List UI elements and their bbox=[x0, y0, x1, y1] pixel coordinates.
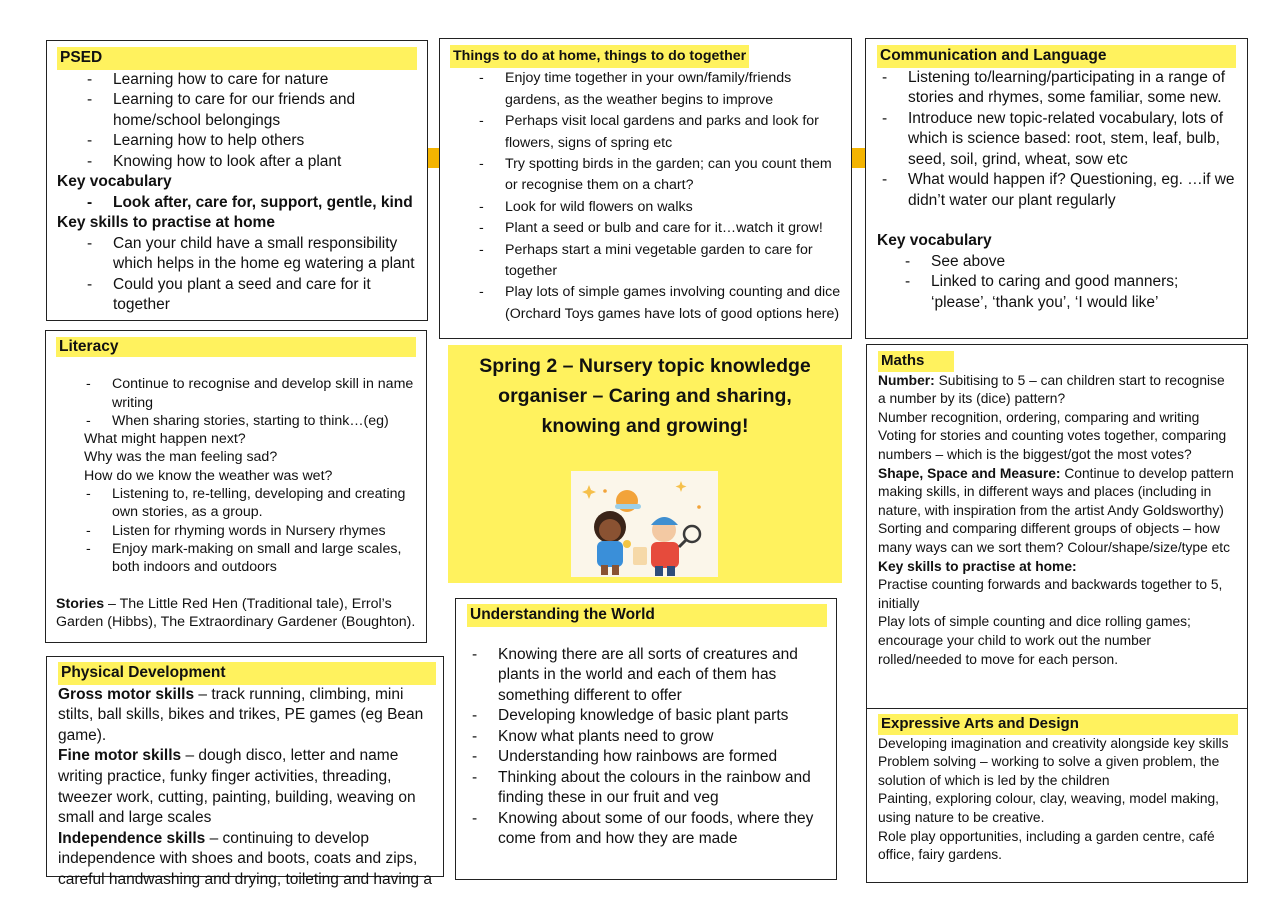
gross-text: – track running, climbing, mini stilts, ball skills, bikes and trikes, PE games (eg Bean game). bbox=[58, 685, 424, 744]
fine-motor bbox=[58, 746, 432, 828]
list-item: - Listening to/learning/participating in a range of stories and rhymes, some familiar, some new. bbox=[908, 68, 1236, 109]
gross-motor bbox=[58, 685, 432, 747]
literacy-box bbox=[45, 330, 427, 643]
communication-vocab-heading: Key vocabulary bbox=[877, 232, 992, 249]
list-item: - Knowing how to look after a plant bbox=[113, 152, 417, 173]
list-item: - Knowing there are all sorts of creatures and plants in the world and each of them has something different to offer bbox=[498, 645, 825, 707]
list-item: - Learning how to help others bbox=[113, 131, 417, 152]
gross-label: Gross motor skills bbox=[58, 685, 195, 703]
list-item: - Perhaps start a mini vegetable garden to care for together bbox=[505, 240, 841, 283]
page-title: Spring 2 – Nursery topic knowledge organiser – Caring and sharing, knowing and growing! bbox=[479, 355, 811, 437]
maths-number bbox=[878, 372, 1236, 409]
psed-skills-heading: Key skills to practise at home bbox=[57, 214, 275, 231]
maths-skills-heading: Key skills to practise at home: bbox=[878, 558, 1077, 574]
literacy-stories bbox=[56, 595, 416, 632]
physical-box bbox=[46, 656, 444, 888]
list-item: - Introduce new topic-related vocabulary, lots of which is science based: root, stem, leaf, bulb, seed, soil, grind, wheat, sow etc bbox=[908, 109, 1236, 171]
literacy-question: How do we know the weather was wet? bbox=[84, 467, 333, 484]
list-item: - When sharing stories, starting to think…(eg) bbox=[112, 412, 416, 430]
list-item: - Perhaps visit local gardens and parks and look for flowers, signs of spring etc bbox=[505, 111, 841, 154]
magnifier-icon bbox=[684, 526, 700, 542]
list-item: - See above bbox=[931, 252, 1236, 273]
world-heading: Understanding the World bbox=[467, 604, 827, 627]
list-item: - Could you plant a seed and care for it together bbox=[113, 275, 417, 316]
list-item: - Listen for rhyming words in Nursery rhymes bbox=[112, 522, 416, 540]
fine-label: Fine motor skills bbox=[58, 747, 182, 765]
communication-heading: Communication and Language bbox=[877, 45, 1236, 68]
home-box bbox=[439, 38, 852, 339]
list-item: - Look after, care for, support, gentle, kind bbox=[113, 193, 417, 214]
shape-text: Continue to develop pattern making skills, in different ways and places (including in nature, with inspiration from the artist Andy Goldsworthy) bbox=[878, 465, 1234, 518]
list-item: - Can your child have a small responsibility which helps in the home eg watering a plant bbox=[113, 234, 417, 275]
list-item: - Know what plants need to grow bbox=[498, 727, 825, 748]
maths-skill: Play lots of simple counting and dice rolling games; encourage your child to work out the number rolled/needed to move for each person. bbox=[878, 614, 1191, 667]
list-item: - Enjoy mark-making on small and large scales, both indoors and outdoors bbox=[112, 540, 416, 577]
list-item: - Thinking about the colours in the rainbow and finding these in our fruit and veg bbox=[498, 768, 825, 809]
arts-line: Developing imagination and creativity alongside key skills bbox=[878, 735, 1229, 751]
indep-label: Independence skills bbox=[58, 829, 206, 847]
independence bbox=[58, 829, 432, 891]
home-heading: Things to do at home, things to do together bbox=[450, 45, 749, 68]
arts-heading: Expressive Arts and Design bbox=[878, 714, 1238, 735]
maths-shape bbox=[878, 465, 1236, 521]
number-label: Number: bbox=[878, 372, 935, 388]
maths-line: Number recognition, ordering, comparing and writing bbox=[878, 409, 1200, 425]
maths-skill: Practise counting forwards and backwards together to 5, initially bbox=[878, 577, 1223, 611]
literacy-question: Why was the man feeling sad? bbox=[84, 449, 278, 466]
psed-list bbox=[113, 70, 417, 173]
literacy-heading: Literacy bbox=[56, 337, 416, 357]
maths-line: Voting for stories and counting votes together, comparing numbers – which is the biggest/got the most votes? bbox=[878, 428, 1227, 462]
connector-right bbox=[850, 148, 866, 168]
fine-text: – dough disco, letter and name writing practice, funky finger activities, threading, tweezer work, cutting, painting, building, weaving on small and large scales bbox=[58, 747, 416, 827]
illustration bbox=[571, 471, 718, 577]
list-item: - Enjoy time together in your own/family/friends gardens, as the weather begins to improve bbox=[505, 68, 841, 111]
list-item: - What would happen if? Questioning, eg. …if we didn’t water our plant regularly bbox=[908, 170, 1236, 211]
list-item: - Try spotting birds in the garden; can you count them or recognise them on a chart? bbox=[505, 154, 841, 197]
title-panel bbox=[448, 345, 842, 583]
list-item: - Look for wild flowers on walks bbox=[505, 197, 841, 218]
list-item: - Listening to, re-telling, developing and creating own stories, as a group. bbox=[112, 485, 416, 522]
communication-box bbox=[865, 38, 1248, 339]
arts-box bbox=[866, 708, 1248, 883]
arts-line: Role play opportunities, including a garden centre, café office, fairy gardens. bbox=[878, 828, 1215, 863]
list-item: - Learning to care for our friends and home/school belongings bbox=[113, 90, 417, 131]
maths-box bbox=[866, 344, 1248, 711]
arts-line: Painting, exploring colour, clay, weaving, model making, using nature to be creative. bbox=[878, 791, 1220, 825]
maths-line: Sorting and comparing different groups of objects – how many ways can we sort them? Colour/shape/size/type etc bbox=[878, 521, 1230, 555]
psed-heading: PSED bbox=[57, 47, 417, 70]
list-item: - Knowing about some of our foods, where they come from and how they are made bbox=[498, 809, 825, 850]
world-box bbox=[455, 598, 837, 880]
list-item: - Continue to recognise and develop skill in name writing bbox=[112, 375, 416, 412]
psed-vocab-heading: Key vocabulary bbox=[57, 173, 172, 190]
shape-label: Shape, Space and Measure: bbox=[878, 465, 1061, 481]
indep-text: – continuing to develop independence with shoes and boots, coats and zips, careful handwashing and drying, toileting and having a bbox=[58, 829, 432, 888]
stories-text: – The Little Red Hen (Traditional tale), Errol’s Garden (Hibbs), The Extraordinary Gardener (Boughton). bbox=[56, 595, 416, 630]
list-item: - Plant a seed or bulb and care for it…watch it grow! bbox=[505, 218, 841, 239]
list-item: - Understanding how rainbows are formed bbox=[498, 747, 825, 768]
number-text: Subitising to 5 – can children start to recognise a number by its (dice) pattern? bbox=[878, 372, 1225, 407]
stories-label: Stories bbox=[56, 595, 105, 612]
list-item: - Linked to caring and good manners; ‘please’, ‘thank you’, ‘I would like’ bbox=[931, 272, 1236, 313]
list-item: - Developing knowledge of basic plant parts bbox=[498, 706, 825, 727]
list-item: - Play lots of simple games involving counting and dice (Orchard Toys games have lots of good options here) bbox=[505, 282, 841, 325]
maths-heading: Maths bbox=[878, 351, 954, 372]
literacy-question: What might happen next? bbox=[84, 431, 246, 448]
psed-box bbox=[46, 40, 428, 321]
physical-heading: Physical Development bbox=[58, 662, 436, 685]
arts-line: Problem solving – working to solve a given problem, the solution of which is led by the children bbox=[878, 754, 1220, 788]
list-item: - Learning how to care for nature bbox=[113, 70, 417, 91]
